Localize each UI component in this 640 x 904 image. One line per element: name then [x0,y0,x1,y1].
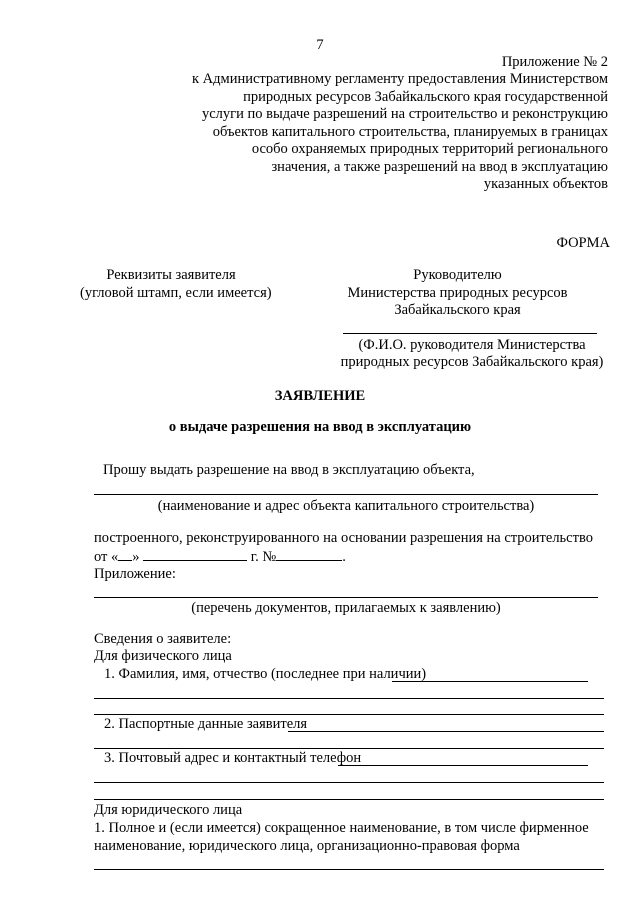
date-prefix: от « [94,549,119,565]
individual-fio-label: 1. Фамилия, имя, отчество (последнее при наличии) [104,666,427,682]
form-label: ФОРМА [556,235,610,251]
appendix-title: Приложение № 2 [501,54,608,70]
appendix-line: особо охраняемых природных территорий регионального [251,141,608,157]
request-text: Прошу выдать разрешение на ввод в эксплуатацию объекта, [103,462,475,478]
addressee-line: Забайкальского края [394,302,521,318]
individual-label: Для физического лица [94,648,232,664]
addressee-fio-caption: природных ресурсов Забайкальского края) [340,354,604,370]
appendix-line: значения, а также разрешений на ввод в эксплуатацию [271,159,608,175]
legal-name-input-line[interactable] [94,869,604,870]
page-number: 7 [316,37,324,53]
passport-input-line[interactable] [94,748,604,749]
requisites-line: Реквизиты заявителя [106,267,236,283]
year-number-label: г. № [250,549,277,565]
requisites-stamp: (угловой штамп, если имеется) [80,285,272,301]
individual-address-label: 3. Почтовый адрес и контактный телефон [104,750,362,766]
fio-input-line[interactable] [94,698,604,699]
day-field[interactable] [118,548,132,561]
attachments-label: Приложение: [94,566,176,582]
legal-item-1: 1. Полное и (если имеется) сокращенное наименование, в том числе фирменное [94,820,589,836]
addressee-fio-caption: (Ф.И.О. руководителя Министерства [358,337,586,353]
addressee-signature-line [343,333,597,334]
permit-number-field[interactable] [276,548,342,561]
address-input-line[interactable] [94,782,604,783]
legal-label: Для юридического лица [94,802,243,818]
attachments-input-line[interactable] [94,597,598,598]
individual-passport-label: 2. Паспортные данные заявителя [104,716,308,732]
permit-date-row: от « » г. № . [94,549,346,565]
date-mid: » [132,549,140,565]
address-input-line[interactable] [94,799,604,800]
fio-input-line[interactable] [392,681,588,682]
document-heading: ЗАЯВЛЕНИЕ [274,388,366,404]
appendix-line: к Административному регламенту предоставления Министерством [192,71,608,87]
document-subheading: о выдаче разрешения на ввод в эксплуатацию [168,419,472,435]
appendix-line: указанных объектов [483,176,608,192]
addressee-line: Министерства природных ресурсов [347,285,568,301]
attachments-caption: (перечень документов, прилагаемых к заявлению) [191,600,501,616]
address-input-line[interactable] [338,765,588,766]
applicant-info-label: Сведения о заявителе: [94,631,232,647]
built-text: построенного, реконструированного на основании разрешения на строительство [94,530,593,546]
legal-item-1-continued: наименование, юридического лица, организационно-правовая форма [94,838,520,854]
object-caption: (наименование и адрес объекта капитального строительства) [157,498,535,514]
month-field[interactable] [143,548,247,561]
appendix-line: природных ресурсов Забайкальского края государственной [243,89,608,105]
appendix-line: услуги по выдаче разрешений на строительство и реконструкцию [201,106,608,122]
passport-input-line[interactable] [288,731,604,732]
fio-input-line[interactable] [94,714,604,715]
object-input-line[interactable] [94,494,598,495]
appendix-line: объектов капитального строительства, планируемых в границах [212,124,608,140]
addressee-line: Руководителю [413,267,502,283]
